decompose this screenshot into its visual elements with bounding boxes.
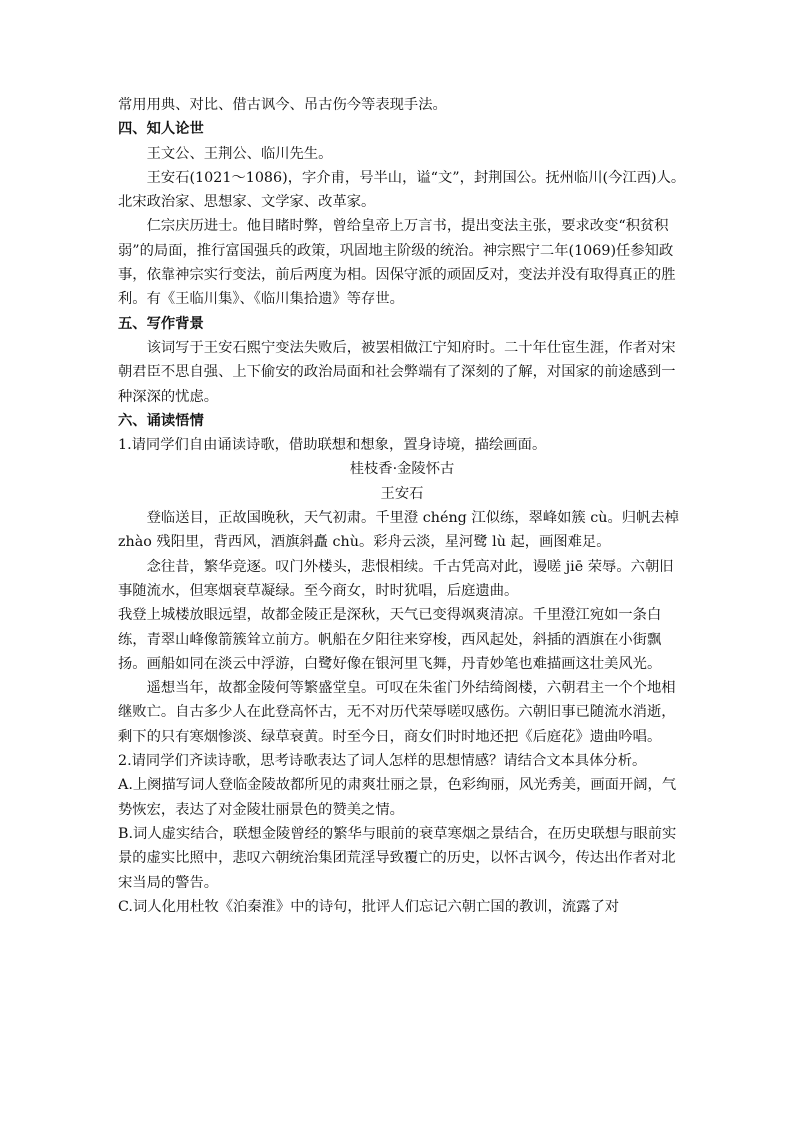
question-1: 1.请同学们自由诵读诗歌，借助联想和想象，置身诗境，描绘画面。 — [118, 437, 547, 454]
answer-option-c: C.词人化用杜牧《泊秦淮》中的诗句，批评人们忘记六朝亡国的教训，流露了对 — [118, 898, 620, 915]
paragraph-background: 该词写于王安石熙宁变法失败后，被罢相做江宁知府时。二十年仕宦生涯，作者对宋朝君臣不思自强、上下偷安的政治局面和社会弊端有了深刻的了解，对国家的前途感到一种深深的忧虑。 — [118, 339, 676, 405]
question-2: 2.请同学们齐读诗歌，思考诗歌表达了词人怎样的思想情感？请结合文本具体分析。 — [118, 753, 647, 770]
section-heading-4: 四、知人论世 — [118, 121, 204, 138]
translation-1: 我登上城楼放眼远望，故都金陵正是深秋，天气已变得飒爽清凉。千里澄江宛如一条白练，青翠山峰像箭簇耸立前方。帆船在夕阳往来穿梭，西风起处，斜插的酒旗在小街飘扬。画船如同在淡云中浮游，白鹭好像在银河里飞舞，丹青妙笔也难描画这壮美风光。 — [118, 607, 662, 672]
translation-2: 遥想当年，故都金陵何等繁盛堂皇。可叹在朱雀门外结绮阁楼，六朝君主一个个地相继败亡。自古多少人在此登高怀古，无不对历代荣辱嗟叹感伤。六朝旧事已随流水消逝，剩下的只有寒烟惨淡、绿草衰黄。时至今日，商女们时时地还把《后庭花》遗曲吟唱。 — [118, 680, 676, 745]
section-heading-6: 六、诵读悟情 — [118, 412, 204, 429]
poem-title: 桂枝香·金陵怀古 — [349, 461, 455, 478]
answer-option-a: A.上阕描写词人登临金陵故都所见的肃爽壮丽之景，色彩绚丽，风光秀美，画面开阔，气势恢宏，表达了对金陵壮丽景色的赞美之情。 — [118, 777, 677, 818]
paragraph-career: 仁宗庆历进士。他目睹时弊，曾给皇帝上万言书，提出变法主张，要求改变“积贫积弱”的局面，推行富国强兵的政策，巩固地主阶级的统治。神宗熙宁二年(1069)任参知政事，依靠神宗实行变法，前后两度为相。因保守派的顽固反对，变法并没有取得真正的胜利。有《王临川集》、《临川集拾遗》等存世。 — [118, 218, 676, 308]
paragraph-intro: 常用用典、对比、借古讽今、吊古伤今等表现手法。 — [118, 97, 447, 113]
poem-stanza-1: 登临送目，正故国晚秋，天气初肃。千里澄 chéng 江似练，翠峰如簇 cù。归帆去棹 zhào 残阳里，背西风，酒旗斜矗 chù。彩舟云淡，星河鹭 lù 起，画图难足。 — [118, 510, 679, 551]
section-heading-5: 五、写作背景 — [118, 315, 204, 332]
answer-option-b: B.词人虚实结合，联想金陵曾经的繁华与眼前的衰草寒烟之景结合，在历史联想与眼前实景的虚实比照中，悲叹六朝统治集团荒淫导致覆亡的历史，以怀古讽今，传达出作者对北宋当局的警告。 — [118, 825, 677, 891]
poem-author: 王安石 — [380, 485, 424, 502]
paragraph-bio: 王安石(1021～1086)，字介甫，号半山，谥“文”，封荆国公。抚州临川(今江西)人。北宋政治家、思想家、文学家、改革家。 — [118, 169, 686, 211]
paragraph-titles: 王文公、王荆公、临川先生。 — [146, 145, 333, 162]
document-page — [118, 93, 686, 919]
poem-stanza-2: 念往昔，繁华竞逐。叹门外楼头，悲恨相续。千古凭高对此，谩嗟 jiē 荣辱。六朝旧事随流水，但寒烟衰草凝绿。至今商女，时时犹唱，后庭遗曲。 — [118, 558, 674, 599]
